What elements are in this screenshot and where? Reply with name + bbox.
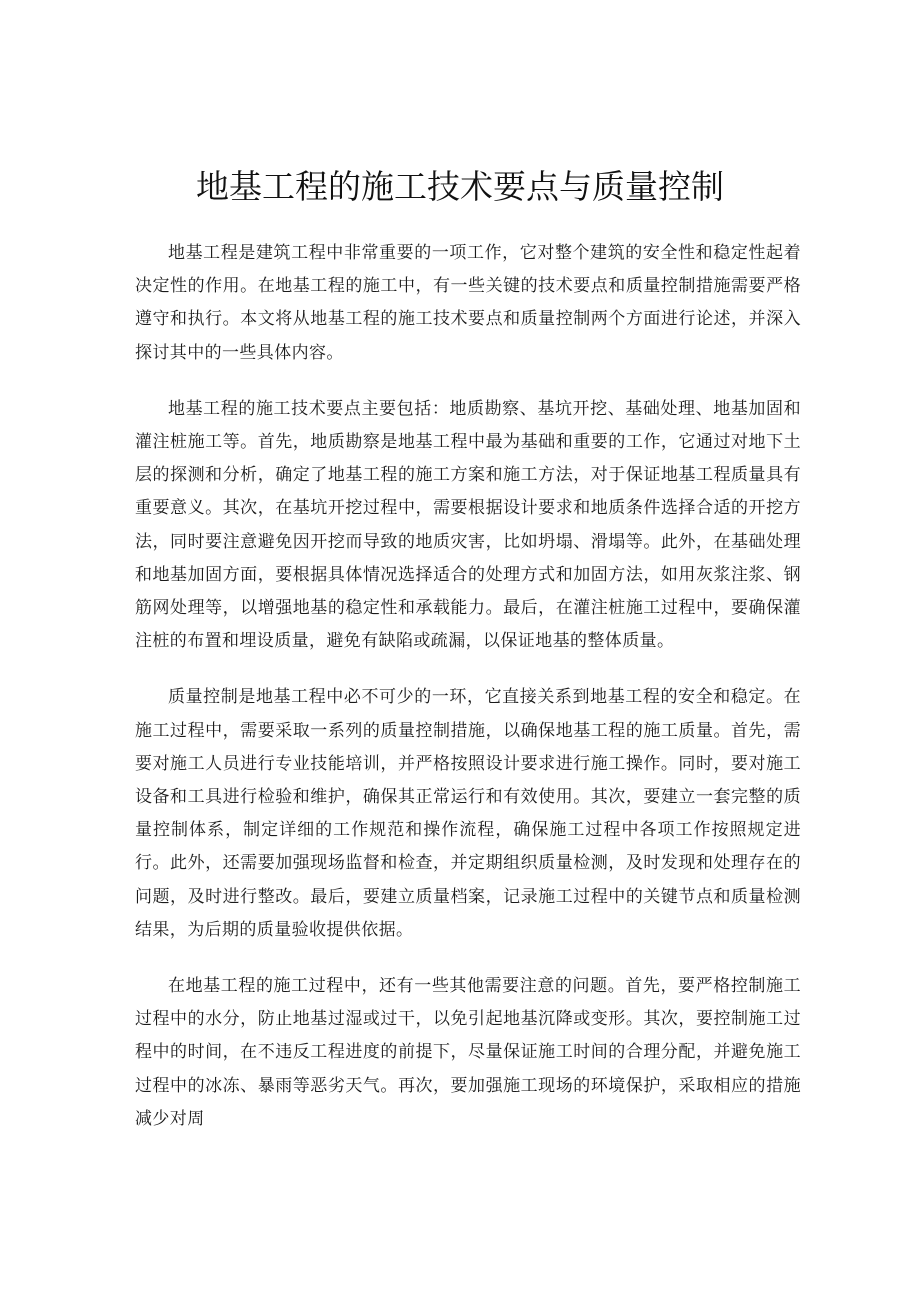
paragraph-technical-points: 地基工程的施工技术要点主要包括：地质勘察、基坑开挖、基础处理、地基加固和灌注桩施工等。首先，地质勘察是地基工程中最为基础和重要的工作，它通过对地下土层的探测和分析，确定了地基工程的施工方案和施工方法，对于保证地基工程质量具有重要意义。其次，在基坑开挖过程中，需要根据设计要求和地质条件选择合适的开挖方法，同时要注意避免因开挖而导致的地质灾害，比如坍塌、滑塌等。此外，在基础处理和地基加固方面，要根据具体情况选择适合的处理方式和加固方法，如用灰浆注浆、钢筋网处理等，以增强地基的稳定性和承载能力。最后，在灌注桩施工过程中，要确保灌注桩的布置和埋设质量，避免有缺陷或疏漏，以保证地基的整体质量。 [135, 398, 801, 652]
paragraph-quality-control: 质量控制是地基工程中必不可少的一环，它直接关系到地基工程的安全和稳定。在施工过程中，需要采取一系列的质量控制措施，以确保地基工程的施工质量。首先，需要对施工人员进行专业技能培训，并严格按照设计要求进行施工操作。同时，要对施工设备和工具进行检验和维护，确保其正常运行和有效使用。其次，要建立一套完整的质量控制体系，制定详细的工作规范和操作流程，确保施工过程中各项工作按照规定进行。此外，还需要加强现场监督和检查，并定期组织质量检测，及时发现和处理存在的问题，及时进行整改。最后，要建立质量档案，记录施工过程中的关键节点和质量检测结果，为后期的质量验收提供依据。 [135, 687, 801, 940]
paragraph-intro: 地基工程是建筑工程中非常重要的一项工作，它对整个建筑的安全性和稳定性起着决定性的作用。在地基工程的施工中，有一些关键的技术要点和质量控制措施需要严格遵守和执行。本文将从地基工程的施工技术要点和质量控制两个方面进行论述，并深入探讨其中的一些具体内容。 [135, 243, 801, 363]
document-title: 地基工程的施工技术要点与质量控制 [196, 167, 724, 206]
paragraph-other-issues: 在地基工程的施工过程中，还有一些其他需要注意的问题。首先，要严格控制施工过程中的水分，防止地基过湿或过干，以免引起地基沉降或变形。其次，要控制施工过程中的时间，在不违反工程进度的前提下，尽量保证施工时间的合理分配，并避免施工过程中的冰冻、暴雨等恶劣天气。再次，要加强施工现场的环境保护，采取相应的措施减少对周 [135, 976, 801, 1129]
document-body [135, 237, 801, 1159]
